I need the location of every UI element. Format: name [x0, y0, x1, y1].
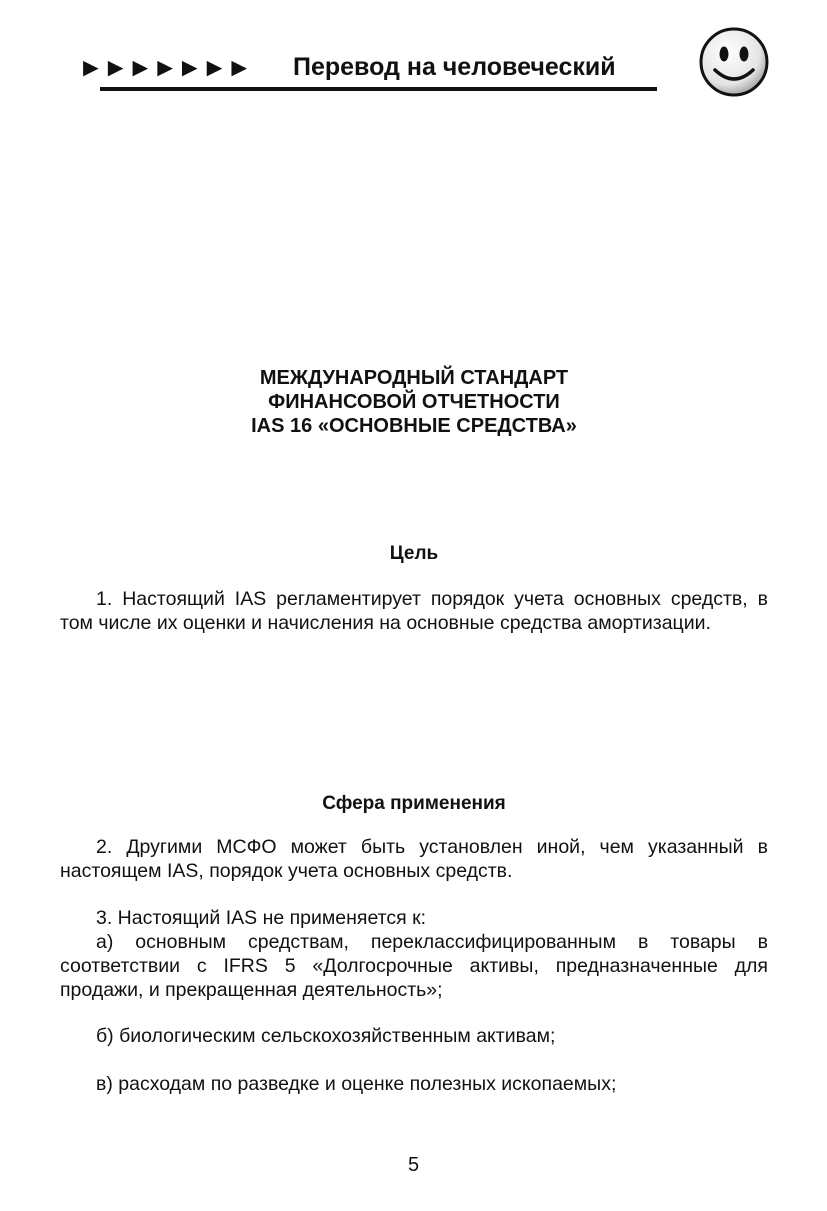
standard-title-line2: ФИНАНСОВОЙ ОТЧЕТНОСТИ [268, 391, 560, 413]
paragraph-3-text: 3. Настоящий IAS не применяется к: [96, 907, 427, 929]
standard-title-line3: IAS 16 «ОСНОВНЫЕ СРЕДСТВА» [251, 415, 577, 437]
paragraph-3c [60, 1072, 768, 1096]
section-heading-scope: Сфера применения [322, 793, 506, 814]
arrows-decoration: ►►►►►►► [78, 52, 252, 82]
paragraph-3a-text: а) основным средствам, переклассифицированным в товары в соответствии с IFRS 5 «Долгосрочные активы, предназначенные для продажи, и прекращенная деятельность»; [60, 931, 768, 1001]
running-title: Перевод на человеческий [293, 53, 616, 81]
smiley-face-icon [698, 26, 770, 98]
paragraph-3a [60, 930, 768, 1002]
page-header [0, 0, 827, 110]
paragraph-1-text: 1. Настоящий IAS регламентирует порядок учета основных средств, в том числе их оценки и начисления на основные средства амортизации. [60, 588, 768, 634]
page-number: 5 [407, 1154, 420, 1176]
section-heading-goal: Цель [389, 543, 439, 564]
paragraph-3c-text: в) расходам по разведке и оценке полезных ископаемых; [96, 1073, 617, 1095]
standard-title [60, 366, 768, 438]
paragraph-3 [60, 906, 768, 930]
paragraph-3b [60, 1024, 768, 1048]
paragraph-3b-text: б) биологическим сельскохозяйственным активам; [96, 1025, 556, 1047]
paragraph-1 [60, 587, 768, 635]
paragraph-2 [60, 835, 768, 883]
standard-title-line1: МЕЖДУНАРОДНЫЙ СТАНДАРТ [259, 367, 569, 389]
paragraph-2-text: 2. Другими МСФО может быть установлен иной, чем указанный в настоящем IAS, порядок учета основных средств. [60, 836, 768, 882]
header-rule [100, 87, 657, 91]
